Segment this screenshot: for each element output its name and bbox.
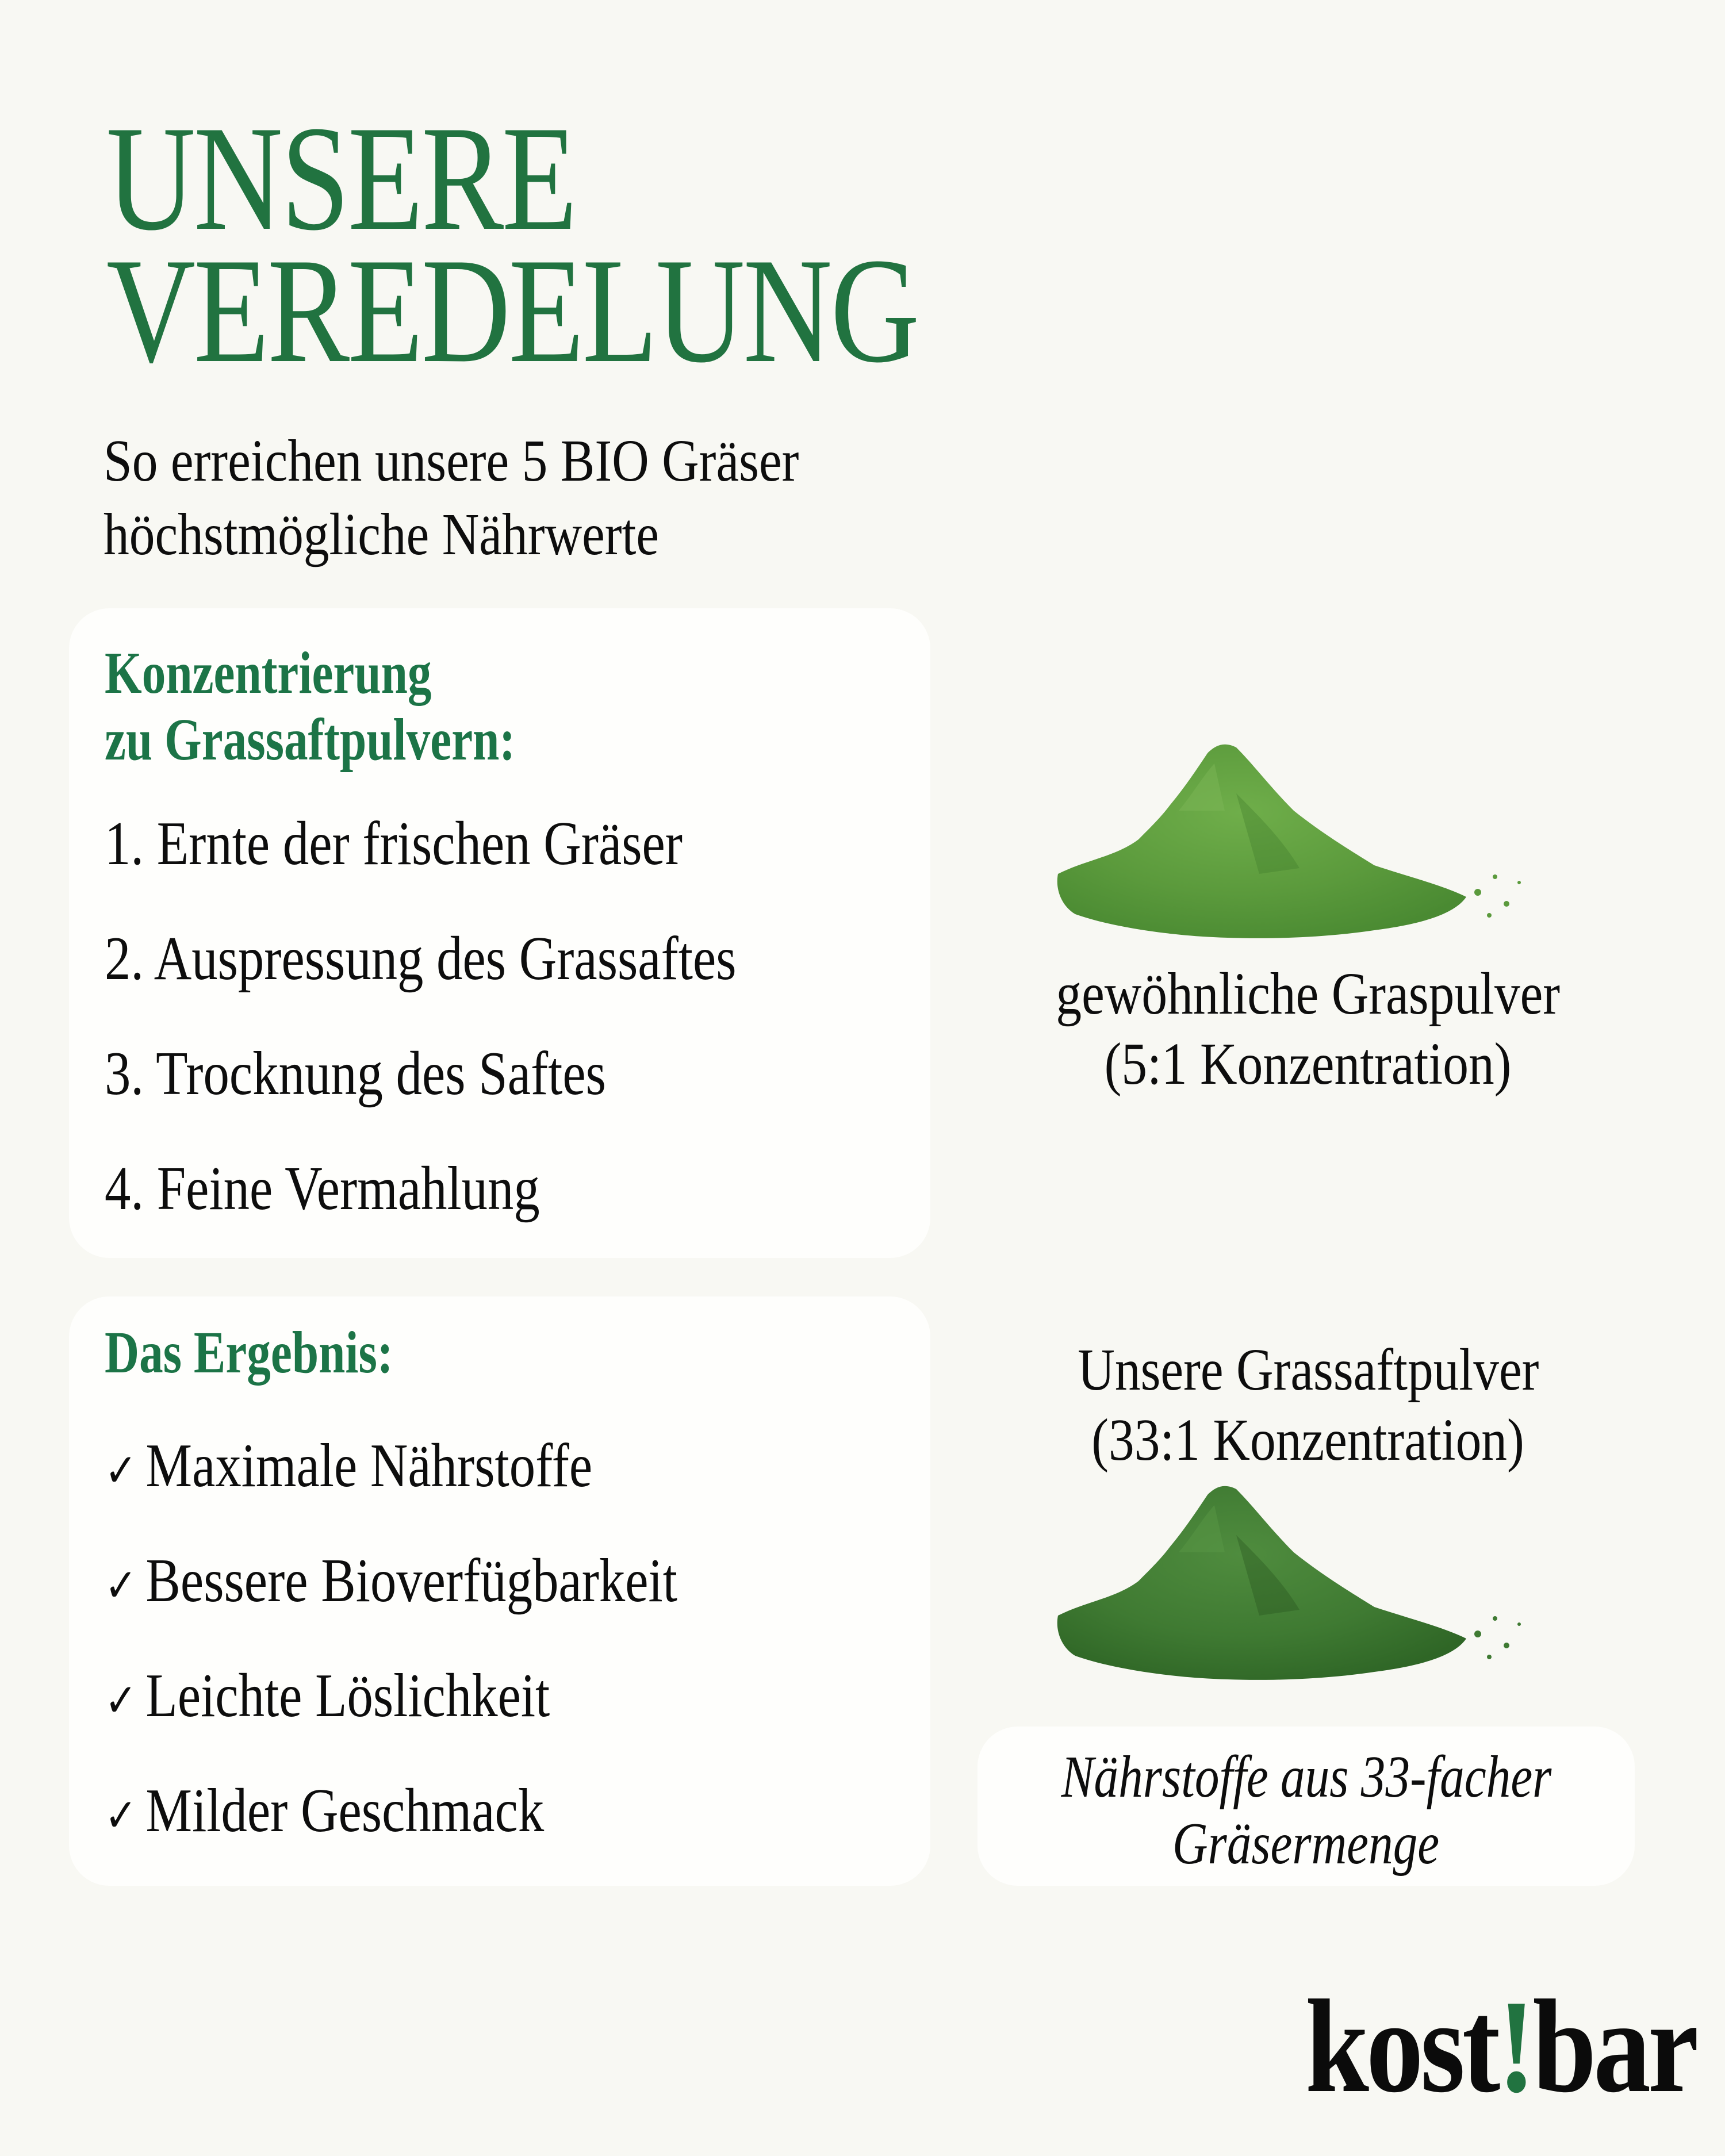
result-heading xyxy=(105,1319,465,1386)
process-step xyxy=(105,1039,857,1154)
brand-logo xyxy=(1305,1973,1725,2120)
benefit-text: Milder Geschmack xyxy=(145,1777,545,1845)
benefit-item xyxy=(105,1662,787,1777)
our-caption-line-2: (33:1 Konzentration) xyxy=(1091,1407,1525,1473)
our-caption-line-1: Unsere Grassaftpulver xyxy=(1077,1337,1539,1403)
subtitle xyxy=(103,424,912,571)
subtitle-line-1: So erreichen unsere 5 BIO Gräser xyxy=(103,428,799,494)
result-card xyxy=(69,1296,930,1886)
logo-text-kost: kost xyxy=(1305,1973,1498,2120)
our-powder-caption xyxy=(963,1335,1653,1475)
regular-powder-caption xyxy=(963,959,1653,1099)
check-icon: ✓ xyxy=(105,1559,137,1612)
process-heading-line-2: zu Grassaftpulvern: xyxy=(105,707,516,773)
process-heading xyxy=(105,640,618,773)
benefit-item xyxy=(105,1547,787,1662)
step-text: 4. Feine Vermahlung xyxy=(105,1154,540,1223)
step-text: 2. Auspressung des Grassaftes xyxy=(105,924,737,993)
step-text: 3. Trocknung des Saftes xyxy=(105,1039,606,1108)
benefit-text: Leichte Löslichkeit xyxy=(145,1662,550,1730)
benefit-text: Maximale Nährstoffe xyxy=(145,1432,593,1500)
benefit-text: Bessere Bioverfügbarkeit xyxy=(145,1547,677,1615)
process-heading-line-1: Konzentrierung xyxy=(105,640,432,706)
benefit-item xyxy=(105,1432,787,1547)
check-icon: ✓ xyxy=(105,1444,137,1497)
benefit-item xyxy=(105,1777,787,1892)
process-step xyxy=(105,924,857,1039)
result-heading-text: Das Ergebnis: xyxy=(105,1319,393,1386)
powder-pile-dark-image xyxy=(1052,1483,1558,1690)
logo-exclamation-icon: ! xyxy=(1497,1973,1533,2120)
title-line-2: VEREDELUNG xyxy=(106,227,918,394)
benefit-list xyxy=(105,1432,787,1892)
logo-text-bar: bar xyxy=(1532,1973,1696,2120)
process-steps xyxy=(105,810,857,1269)
process-step xyxy=(105,810,857,924)
step-text: 1. Ernte der frischen Gräser xyxy=(105,810,683,878)
subtitle-line-2: höchstmögliche Nährwerte xyxy=(103,501,660,567)
highlight-line-2: Gräsermenge xyxy=(1172,1810,1440,1877)
page-title xyxy=(106,95,1096,394)
process-step xyxy=(105,1154,857,1269)
highlight-line-1: Nährstoffe aus 33-facher xyxy=(1061,1744,1551,1810)
powder-pile-light-image xyxy=(1052,742,1558,949)
regular-caption-line-2: (5:1 Konzentration) xyxy=(1105,1031,1512,1097)
check-icon: ✓ xyxy=(105,1789,137,1842)
title-line-1: UNSERE xyxy=(106,95,576,262)
highlight-badge xyxy=(977,1727,1635,1886)
check-icon: ✓ xyxy=(105,1674,137,1727)
regular-caption-line-1: gewöhnliche Graspulver xyxy=(1056,961,1561,1027)
process-card xyxy=(69,608,930,1258)
